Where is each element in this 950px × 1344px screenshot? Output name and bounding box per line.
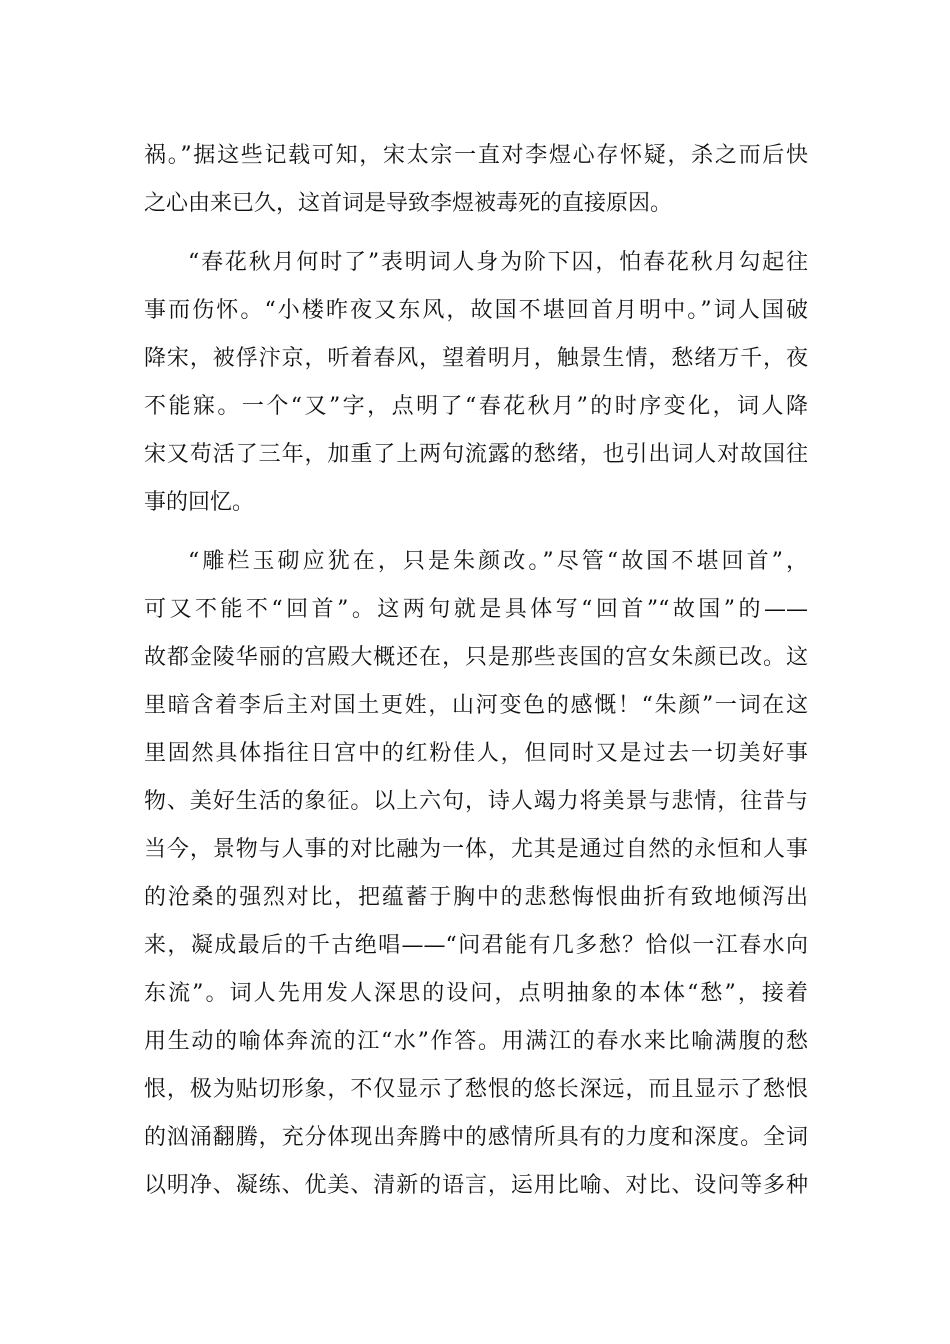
text-line: 恨，极为贴切形象，不仅显示了愁恨的悠长深远，而且显示了愁恨 bbox=[144, 1077, 808, 1102]
text-line: 的沧桑的强烈对比，把蕴蓄于胸中的悲愁悔恨曲折有致地倾泻出 bbox=[144, 885, 808, 910]
text-line: 里暗含着李后主对国土更姓，山河变色的感慨！“朱颜”一词在这 bbox=[144, 693, 808, 718]
text-line: 里固然具体指往日宫中的红粉佳人，但同时又是过去一切美好事 bbox=[144, 741, 808, 766]
text-line: 宋又苟活了三年，加重了上两句流露的愁绪，也引出词人对故国往 bbox=[144, 442, 808, 467]
text-line: 可又不能不“回首”。这两句就是具体写“回首”“故国”的—— bbox=[144, 597, 808, 622]
text-line: 祸。”据这些记载可知，宋太宗一直对李煜心存怀疑，杀之而后快 bbox=[144, 143, 808, 168]
body-text bbox=[144, 132, 808, 1210]
text-line: “雕栏玉砌应犹在，只是朱颜改。”尽管“故国不堪回首”， bbox=[188, 549, 808, 574]
text-line: 以明净、凝练、优美、清新的语言，运用比喻、对比、设问等多种 bbox=[144, 1173, 808, 1198]
text-line: 降宋，被俘汴京，听着春风，望着明月，触景生情，愁绪万千，夜 bbox=[144, 346, 808, 371]
text-line: 东流”。词人先用发人深思的设问，点明抽象的本体“愁”，接着 bbox=[144, 981, 808, 1006]
text-line: 当今，景物与人事的对比融为一体，尤其是通过自然的永恒和人事 bbox=[144, 837, 808, 862]
text-line: 物、美好生活的象征。以上六句，诗人竭力将美景与悲情，往昔与 bbox=[144, 789, 808, 814]
paragraph-3 bbox=[144, 538, 808, 1210]
text-line: 之心由来已久，这首词是导致李煜被毒死的直接原因。 bbox=[144, 191, 673, 216]
text-line: 来，凝成最后的千古绝唱——“问君能有几多愁？恰似一江春水向 bbox=[144, 933, 808, 958]
text-line: 故都金陵华丽的宫殿大概还在，只是那些丧国的宫女朱颜已改。这 bbox=[144, 645, 808, 670]
text-line: 事的回忆。 bbox=[144, 490, 255, 515]
text-line: 事而伤怀。“小楼昨夜又东风，故国不堪回首月明中。”词人国破 bbox=[144, 298, 808, 323]
text-line: 用生动的喻体奔流的江“水”作答。用满江的春水来比喻满腹的愁 bbox=[144, 1029, 808, 1054]
text-line: 的汹涌翻腾，充分体现出奔腾中的感情所具有的力度和深度。全词 bbox=[144, 1125, 808, 1150]
paragraph-1 bbox=[144, 132, 808, 228]
text-line: 不能寐。一个“又”字，点明了“春花秋月”的时序变化，词人降 bbox=[144, 394, 808, 419]
text-line: “春花秋月何时了”表明词人身为阶下囚，怕春花秋月勾起往 bbox=[188, 250, 808, 275]
paragraph-2 bbox=[144, 239, 808, 527]
